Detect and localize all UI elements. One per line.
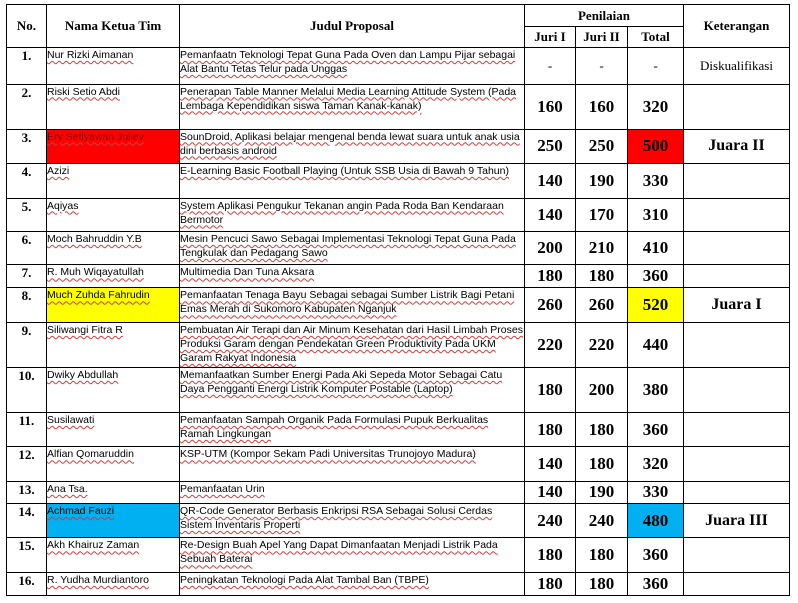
row-number: 6. <box>7 232 47 265</box>
row-number: 9. <box>7 322 47 367</box>
table-row <box>7 572 790 595</box>
proposal-title <box>180 84 525 129</box>
score-table <box>6 4 790 596</box>
proposal-title <box>180 322 525 367</box>
team-leader-name <box>47 232 180 265</box>
table-body <box>7 48 790 596</box>
keterangan <box>684 322 790 367</box>
proposal-title <box>180 572 525 595</box>
proposal-title <box>180 412 525 447</box>
score-total: 480 <box>628 503 684 538</box>
team-leader-name <box>47 198 180 231</box>
score-total: 360 <box>628 572 684 595</box>
table-row <box>7 84 790 129</box>
score-juri1: 160 <box>525 84 576 129</box>
keterangan <box>684 198 790 231</box>
score-total: 360 <box>628 265 684 288</box>
keterangan <box>684 232 790 265</box>
keterangan <box>684 84 790 129</box>
proposal-title-text: E-Learning Basic Football Playing (Untuk SSB Usia di Bawah 9 Tahun) <box>180 165 509 178</box>
score-juri1: 240 <box>525 503 576 538</box>
header-total: Total <box>628 27 684 48</box>
table-row <box>7 503 790 538</box>
row-number: 16. <box>7 572 47 595</box>
score-total: - <box>628 48 684 85</box>
score-juri2: 210 <box>576 232 628 265</box>
proposal-title <box>180 288 525 323</box>
score-juri1: 260 <box>525 288 576 323</box>
table-row <box>7 412 790 447</box>
score-total: 320 <box>628 84 684 129</box>
team-leader-name <box>47 322 180 367</box>
team-leader-name <box>47 572 180 595</box>
keterangan <box>684 447 790 482</box>
proposal-title-text: Re-Design Buah Apel Yang Dapat Dimanfaatan Menjadi Listrik Pada Sebuah Baterai <box>180 539 498 566</box>
score-juri1: 140 <box>525 481 576 503</box>
score-total: 360 <box>628 538 684 573</box>
team-leader-name-text: Alfian Qomaruddin <box>47 448 134 461</box>
score-juri1: 250 <box>525 129 576 164</box>
table-row <box>7 288 790 323</box>
row-number: 13. <box>7 481 47 503</box>
team-leader-name <box>47 164 180 199</box>
row-number: 2. <box>7 84 47 129</box>
keterangan: Juara I <box>684 288 790 323</box>
proposal-title-text: Penerapan Table Manner Melalui Media Learning Attitude System (Pada Lembaga Kependidikan siswa Taman Kanak-kanak) <box>180 85 517 112</box>
team-leader-name-text: Dwiky Abdullah <box>47 368 119 381</box>
proposal-title <box>180 538 525 573</box>
proposal-title-text: Pemanfaatn Teknologi Tepat Guna Pada Oven dan Lampu Pijar sebagai Alat Bantu Tetas Telur pada Unggas <box>180 49 516 75</box>
row-number: 8. <box>7 288 47 323</box>
proposal-title-text: System Aplikasi Pengukur Tekanan angin Pada Roda Ban Kendaraan Bermotor <box>180 199 504 226</box>
header-juri1: Juri I <box>525 27 576 48</box>
proposal-title <box>180 198 525 231</box>
team-leader-name-text: R. Yudha Murdiantoro <box>47 573 149 586</box>
proposal-title-text: Multimedia Dan Tuna Aksara <box>180 266 315 279</box>
score-juri1: 200 <box>525 232 576 265</box>
table-row <box>7 164 790 199</box>
keterangan <box>684 265 790 288</box>
header-no: No. <box>7 5 47 48</box>
keterangan <box>684 412 790 447</box>
score-juri2: 170 <box>576 198 628 231</box>
team-leader-name-text: R. Muh Wiqayatullah <box>47 266 144 279</box>
team-leader-name <box>47 412 180 447</box>
keterangan <box>684 572 790 595</box>
proposal-title-text: Pemanfaatan Sampah Organik Pada Formulasi Pupuk Berkualitas Ramah Lingkungan <box>180 413 489 440</box>
score-total: 520 <box>628 288 684 323</box>
score-juri2: 180 <box>576 265 628 288</box>
team-leader-name <box>47 48 180 85</box>
score-juri1: 180 <box>525 367 576 412</box>
score-juri1: 140 <box>525 164 576 199</box>
score-total: 320 <box>628 447 684 482</box>
proposal-title-text: Mesin Pencuci Sawo Sebagai Implementasi Teknologi Tepat Guna Pada Tengkulak dan Pedagang Sawo <box>180 233 516 260</box>
team-leader-name-text: Akh Khairuz Zaman <box>47 539 140 552</box>
row-number: 7. <box>7 265 47 288</box>
team-leader-name-text: Much Zuhda Fahrudin <box>47 289 150 302</box>
score-total: 360 <box>628 412 684 447</box>
team-leader-name <box>47 538 180 573</box>
table-row <box>7 367 790 412</box>
proposal-title <box>180 503 525 538</box>
keterangan <box>684 164 790 199</box>
team-leader-name <box>47 481 180 503</box>
score-juri2: 250 <box>576 129 628 164</box>
table-row <box>7 481 790 503</box>
team-leader-name-text: Azizi <box>47 165 70 178</box>
team-leader-name <box>47 367 180 412</box>
score-juri2: 260 <box>576 288 628 323</box>
proposal-title-text: Peningkatan Teknologi Pada Alat Tambal Ban (TBPE) <box>180 573 429 586</box>
proposal-title <box>180 367 525 412</box>
proposal-title <box>180 232 525 265</box>
score-juri2: 190 <box>576 481 628 503</box>
team-leader-name <box>47 265 180 288</box>
proposal-title-text: Pemanfaatan Urin <box>180 482 265 495</box>
proposal-title <box>180 447 525 482</box>
row-number: 11. <box>7 412 47 447</box>
team-leader-name-text: Siliwangi Fitra R <box>47 323 123 336</box>
proposal-title-text: SounDroid, Aplikasi belajar mengenal benda lewat suara untuk anak usia dini berbasis android <box>180 130 520 157</box>
team-leader-name <box>47 288 180 323</box>
proposal-title <box>180 481 525 503</box>
row-number: 14. <box>7 503 47 538</box>
team-leader-name-text: Ana Tsa. <box>47 482 88 495</box>
score-juri2: 160 <box>576 84 628 129</box>
row-number: 12. <box>7 447 47 482</box>
row-number: 1. <box>7 48 47 85</box>
team-leader-name-text: Ery Setiyawan Juliev <box>47 130 144 143</box>
row-number: 10. <box>7 367 47 412</box>
proposal-title <box>180 48 525 85</box>
score-juri2: 180 <box>576 412 628 447</box>
team-leader-name <box>47 503 180 538</box>
score-juri1: 220 <box>525 322 576 367</box>
keterangan: Diskualifikasi <box>684 48 790 85</box>
score-total: 310 <box>628 198 684 231</box>
keterangan: Juara III <box>684 503 790 538</box>
score-juri1: 180 <box>525 412 576 447</box>
team-leader-name-text: Aqiyas <box>47 199 79 212</box>
score-juri2: 180 <box>576 447 628 482</box>
score-juri1: - <box>525 48 576 85</box>
score-juri2: - <box>576 48 628 85</box>
proposal-title-text: Pembuatan Air Terapi dan Air Minum Kesehatan dari Hasil Limbah Proses Produksi Garam dengan Pendekatan Green Produktivity Pada UKM Garam Rakyat Indonesia <box>180 323 523 364</box>
team-leader-name <box>47 447 180 482</box>
header-penilaian: Penilaian <box>525 5 684 27</box>
table-row <box>7 538 790 573</box>
row-number: 4. <box>7 164 47 199</box>
keterangan: Juara II <box>684 129 790 164</box>
score-juri2: 190 <box>576 164 628 199</box>
row-number: 5. <box>7 198 47 231</box>
score-juri1: 180 <box>525 572 576 595</box>
proposal-title-text: Memanfaatkan Sumber Energi Pada Aki Sepeda Motor Sebagai Catu Daya Pengganti Energi Listrik Komputer Postable (Laptop) <box>180 368 503 395</box>
table-row <box>7 48 790 85</box>
table-row <box>7 322 790 367</box>
row-number: 15. <box>7 538 47 573</box>
keterangan <box>684 481 790 503</box>
row-number: 3. <box>7 129 47 164</box>
table-row <box>7 232 790 265</box>
table-row <box>7 447 790 482</box>
proposal-title <box>180 129 525 164</box>
team-leader-name <box>47 84 180 129</box>
score-total: 380 <box>628 367 684 412</box>
score-total: 330 <box>628 164 684 199</box>
score-juri1: 140 <box>525 447 576 482</box>
team-leader-name-text: Achmad Fauzi <box>47 504 115 517</box>
score-total: 330 <box>628 481 684 503</box>
score-juri2: 200 <box>576 367 628 412</box>
score-juri2: 180 <box>576 538 628 573</box>
header-juri2: Juri II <box>576 27 628 48</box>
score-total: 410 <box>628 232 684 265</box>
keterangan <box>684 367 790 412</box>
score-juri1: 180 <box>525 538 576 573</box>
proposal-title <box>180 164 525 199</box>
proposal-title-text: KSP-UTM (Kompor Sekam Padi Universitas Trunojoyo Madura) <box>180 448 476 461</box>
table-row <box>7 265 790 288</box>
team-leader-name-text: Susilawati <box>47 413 95 426</box>
score-juri2: 220 <box>576 322 628 367</box>
score-juri2: 240 <box>576 503 628 538</box>
proposal-title-text: Pemanfaatan Tenaga Bayu Sebagai sebagai Sumber Listrik Bagi Petani Emas Merah di Sukomoro Kabupaten Nganjuk <box>180 289 515 316</box>
keterangan <box>684 538 790 573</box>
table-row <box>7 129 790 164</box>
proposal-title <box>180 265 525 288</box>
team-leader-name-text: Nur Rizki Aimanan <box>47 49 134 61</box>
header-title: Judul Proposal <box>180 5 525 48</box>
score-juri1: 140 <box>525 198 576 231</box>
header-keterangan: Keterangan <box>684 5 790 48</box>
score-total: 440 <box>628 322 684 367</box>
score-juri1: 180 <box>525 265 576 288</box>
score-juri2: 180 <box>576 572 628 595</box>
team-leader-name-text: Riski Setio Abdi <box>47 85 120 98</box>
score-total: 500 <box>628 129 684 164</box>
header-name: Nama Ketua Tim <box>47 5 180 48</box>
proposal-title-text: QR-Code Generator Berbasis Enkripsi RSA Sebagai Solusi Cerdas Sistem Inventaris Properti <box>180 504 493 531</box>
table-row <box>7 198 790 231</box>
team-leader-name-text: Moch Bahruddin Y.B <box>47 233 142 246</box>
team-leader-name <box>47 129 180 164</box>
